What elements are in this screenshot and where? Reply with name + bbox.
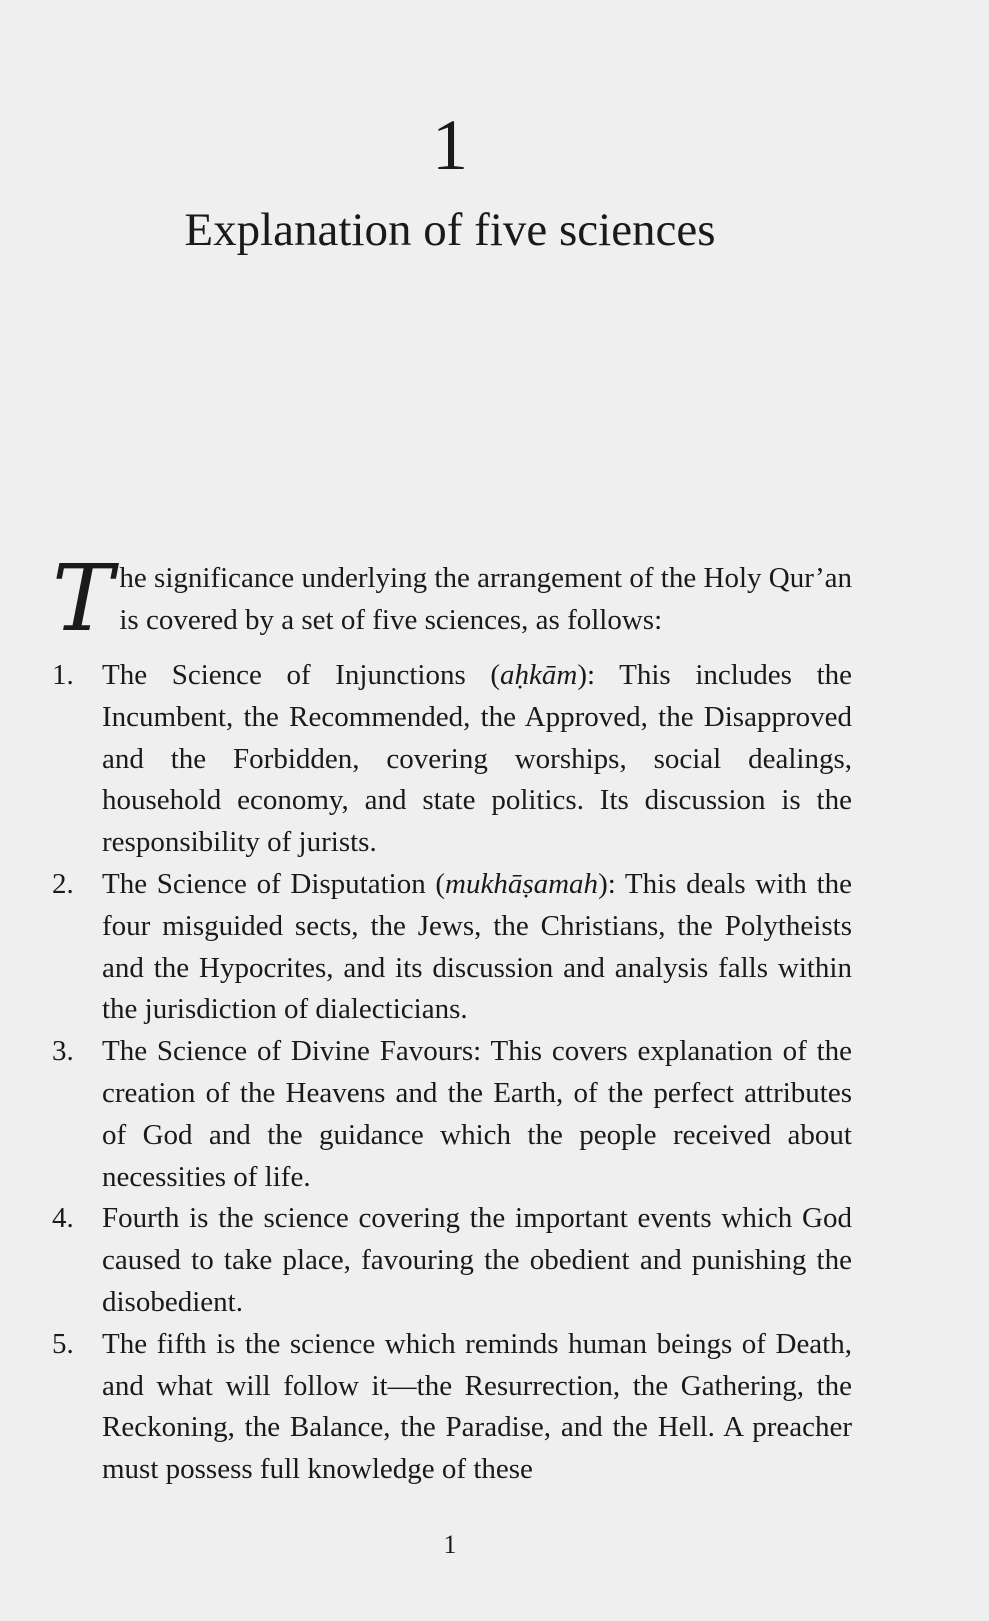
item-number: 3.	[52, 1035, 74, 1068]
item-number: 5.	[52, 1327, 74, 1360]
intro-text: he significance underlying the arrangement of the Holy Qur’an is covered by a set of five sciences, as follows:	[119, 562, 852, 636]
drop-cap: T	[52, 545, 114, 652]
intro-paragraph	[52, 545, 852, 652]
page-number: 1	[443, 1530, 457, 1559]
item-text: ): This deals with the four misguided sects, the Jews, the Christians, the Polytheists and the Hypocrites, and its discussion and analysis falls within the jurisdiction of dialecticians.	[102, 867, 852, 1026]
item-text: The Science of Injunctions (	[102, 659, 501, 691]
chapter-title: Explanation of five sciences	[184, 204, 716, 256]
item-text: ): This includes the Incumbent, the Recommended, the Approved, the Disapproved and the Forbidden, covering worships, social dealings, household economy, and state politics. Its discussion is the responsibility of jurists.	[102, 659, 852, 859]
item-number: 4.	[52, 1202, 74, 1235]
list-item	[52, 1324, 852, 1491]
chapter-number: 1	[432, 105, 468, 185]
item-term: aḥkām	[500, 659, 578, 691]
sciences-list	[52, 655, 852, 1491]
item-term: mukhāṣamah	[445, 867, 599, 900]
item-number: 1.	[52, 659, 74, 691]
item-text: The Science of Disputation (	[102, 867, 446, 900]
list-item	[52, 655, 852, 864]
list-item	[52, 864, 852, 1031]
list-item	[52, 1031, 852, 1198]
item-text: The Science of Divine Favours: This covers explanation of the creation of the Heavens and the Earth, of the perfect attributes of God and the guidance which the people received about necessities of life.	[102, 1035, 852, 1193]
item-text: The fifth is the science which reminds human beings of Death, and what will follow it—the Resurrection, the Gathering, the Reckoning, the Balance, the Paradise, and the Hell. A preacher must possess full knowledge of these	[102, 1327, 852, 1486]
item-text: Fourth is the science covering the important events which God caused to take place, favouring the obedient and punishing the disobedient.	[102, 1202, 852, 1318]
list-item	[52, 1198, 852, 1323]
item-number: 2.	[52, 867, 74, 900]
